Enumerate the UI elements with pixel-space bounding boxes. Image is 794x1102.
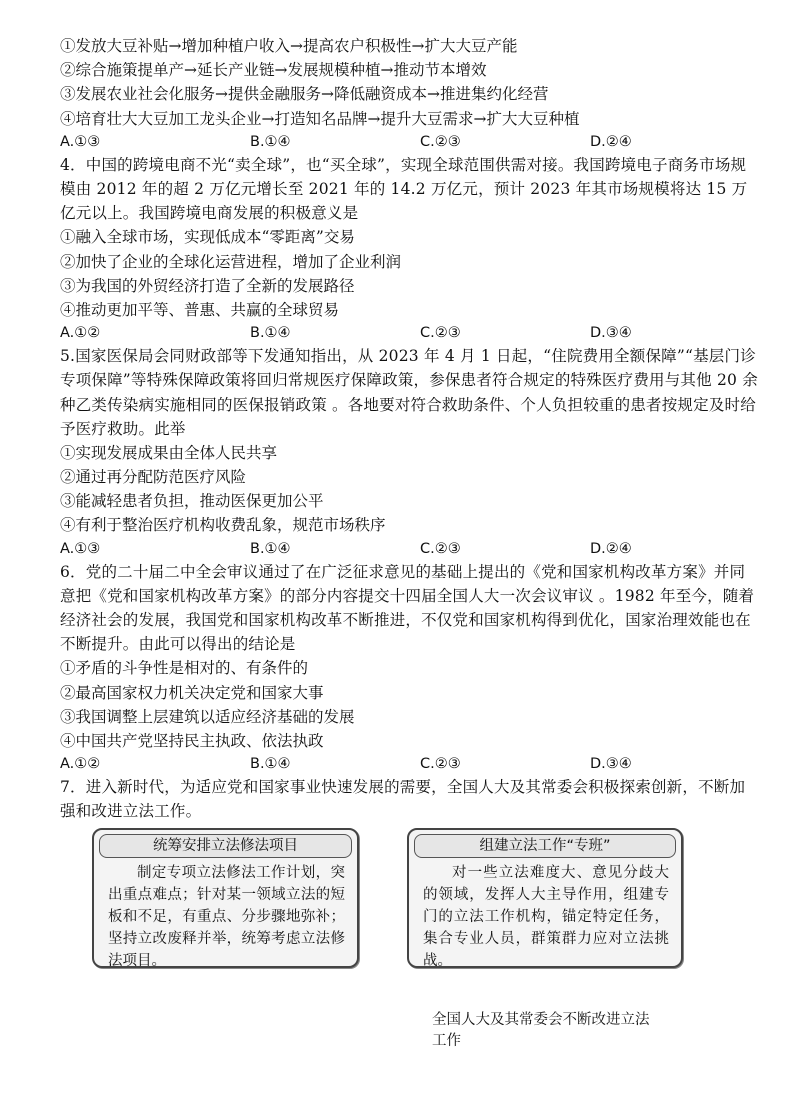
- option-b[interactable]: B.①④: [250, 133, 291, 150]
- box-text: 对一些立法难度大、意见分歧大的领域，发挥人大主导作用，组建专门的立法工作机构，锚定特定任务，集合专业人员，群策群力应对立法挑战。: [423, 865, 669, 969]
- choice-4: ④中国共产党坚持民主执政、依法执政: [60, 732, 324, 751]
- choice-3: ③能减轻患者负担，推动医保更加公平: [60, 492, 324, 511]
- option-d[interactable]: D.②④: [590, 540, 632, 557]
- option-d[interactable]: D.②④: [590, 133, 632, 150]
- question-stem: 7．进入新时代，为适应党和国家事业快速发展的需要，全国人大及其常委会积极探索创新，不断加强和改进立法工作。: [60, 778, 746, 821]
- box-title: 统筹安排立法修法项目: [99, 834, 352, 858]
- material-boxes: [92, 828, 697, 968]
- option-b[interactable]: B.①④: [250, 756, 291, 773]
- question-stem: 5.国家医保局会同财政部等下发通知指出，从 2023 年 4 月 1 日起，“住院费用全额保障”“基层门诊专项保障”等特殊保障政策将回归常规医疗保障政策，参保患者符合规定的特殊医疗费用与其他 20 余种乙类传染病实施相同的医保报销政策 。各地要对符合救助条件、个人负担较重的患者按规定及时给予医疗救助。此举: [60, 347, 758, 438]
- question-3: [60, 34, 760, 153]
- choice-2: ②加快了企业的全球化运营进程，增加了企业利润: [60, 252, 402, 271]
- choice-3: ③我国调整上层建筑以适应经济基础的发展: [60, 707, 355, 726]
- option-d[interactable]: D.③④: [590, 756, 632, 773]
- material-box-left: [92, 828, 359, 968]
- question-4: [60, 153, 760, 344]
- question-7: [60, 775, 760, 823]
- option-a[interactable]: A.①②: [60, 325, 101, 342]
- choice-3: ③发展农业社会化服务→提供金融服务→降低融资成本→推进集约化经营: [60, 85, 549, 104]
- choice-1: ①实现发展成果由全体人民共享: [60, 443, 278, 462]
- question-stem: 4．中国的跨境电商不光“卖全球”，也“买全球”，实现全球范围供需对接。我国跨境电子商务市场规模由 2012 年的超 2 万亿元增长至 2021 年的 14.2 万亿元，预计 2023 年其市场规模将达 15 万亿元以上。我国跨境电商发展的积极意义是: [60, 155, 748, 223]
- diagram-caption: 全国人大及其常委会不断改进立法工作: [432, 1012, 650, 1049]
- choice-1: ①发放大豆补贴→增加种植户收入→提高农户积极性→扩大大豆产能: [60, 37, 518, 55]
- choice-1: ①融入全球市场，实现低成本“零距离”交易: [60, 228, 355, 247]
- question-5: [60, 344, 760, 560]
- option-a[interactable]: A.①③: [60, 540, 101, 557]
- choice-2: ②综合施策提单产→延长产业链→发展规模种植→推动节本增效: [60, 61, 487, 80]
- choice-4: ④推动更加平等、普惠、共赢的全球贸易: [60, 300, 340, 319]
- option-c[interactable]: C.②③: [420, 325, 461, 342]
- box-title: 组建立法工作“专班”: [414, 834, 676, 858]
- question-6: [60, 560, 760, 776]
- answer-options: [60, 538, 760, 560]
- choice-4: ④有利于整治医疗机构收费乱象，规范市场秩序: [60, 516, 386, 535]
- material-box-right: [407, 828, 683, 968]
- choice-3: ③为我国的外贸经济打造了全新的发展路径: [60, 276, 355, 295]
- option-a[interactable]: A.①②: [60, 756, 101, 773]
- choice-2: ②通过再分配防范医疗风险: [60, 468, 247, 487]
- option-a[interactable]: A.①③: [60, 133, 101, 150]
- answer-options: [60, 322, 760, 344]
- option-c[interactable]: C.②③: [420, 133, 461, 150]
- choice-2: ②最高国家权力机关决定党和国家大事: [60, 683, 324, 702]
- option-d[interactable]: D.③④: [590, 325, 632, 342]
- option-b[interactable]: B.①④: [250, 540, 291, 557]
- option-c[interactable]: C.②③: [420, 540, 461, 557]
- box-text: 制定专项立法修法工作计划，突出重点难点；针对某一领域立法的短板和不足，有重点、分步骤地弥补；坚持立改废释并举，统筹考虑立法修法项目。: [108, 865, 345, 969]
- option-c[interactable]: C.②③: [420, 756, 461, 773]
- choice-4: ④培育壮大大豆加工龙头企业→打造知名品牌→提升大豆需求→扩大大豆种植: [60, 109, 580, 128]
- question-page: [60, 34, 760, 824]
- option-b[interactable]: B.①④: [250, 325, 291, 342]
- choice-1: ①矛盾的斗争性是相对的、有条件的: [60, 659, 309, 678]
- answer-options: [60, 753, 760, 775]
- answer-options: [60, 131, 760, 153]
- question-stem: 6．党的二十届二中全会审议通过了在广泛征求意见的基础上提出的《党和国家机构改革方案》并同意把《党和国家机构改革方案》的部分内容提交十四届全国人大一次会议审议 。1982 年至今，随着经济社会的发展，我国党和国家机构改革不断推进，不仅党和国家机构得到优化，国家治理效能也在不断提升。由此可以得出的结论是: [60, 562, 755, 654]
